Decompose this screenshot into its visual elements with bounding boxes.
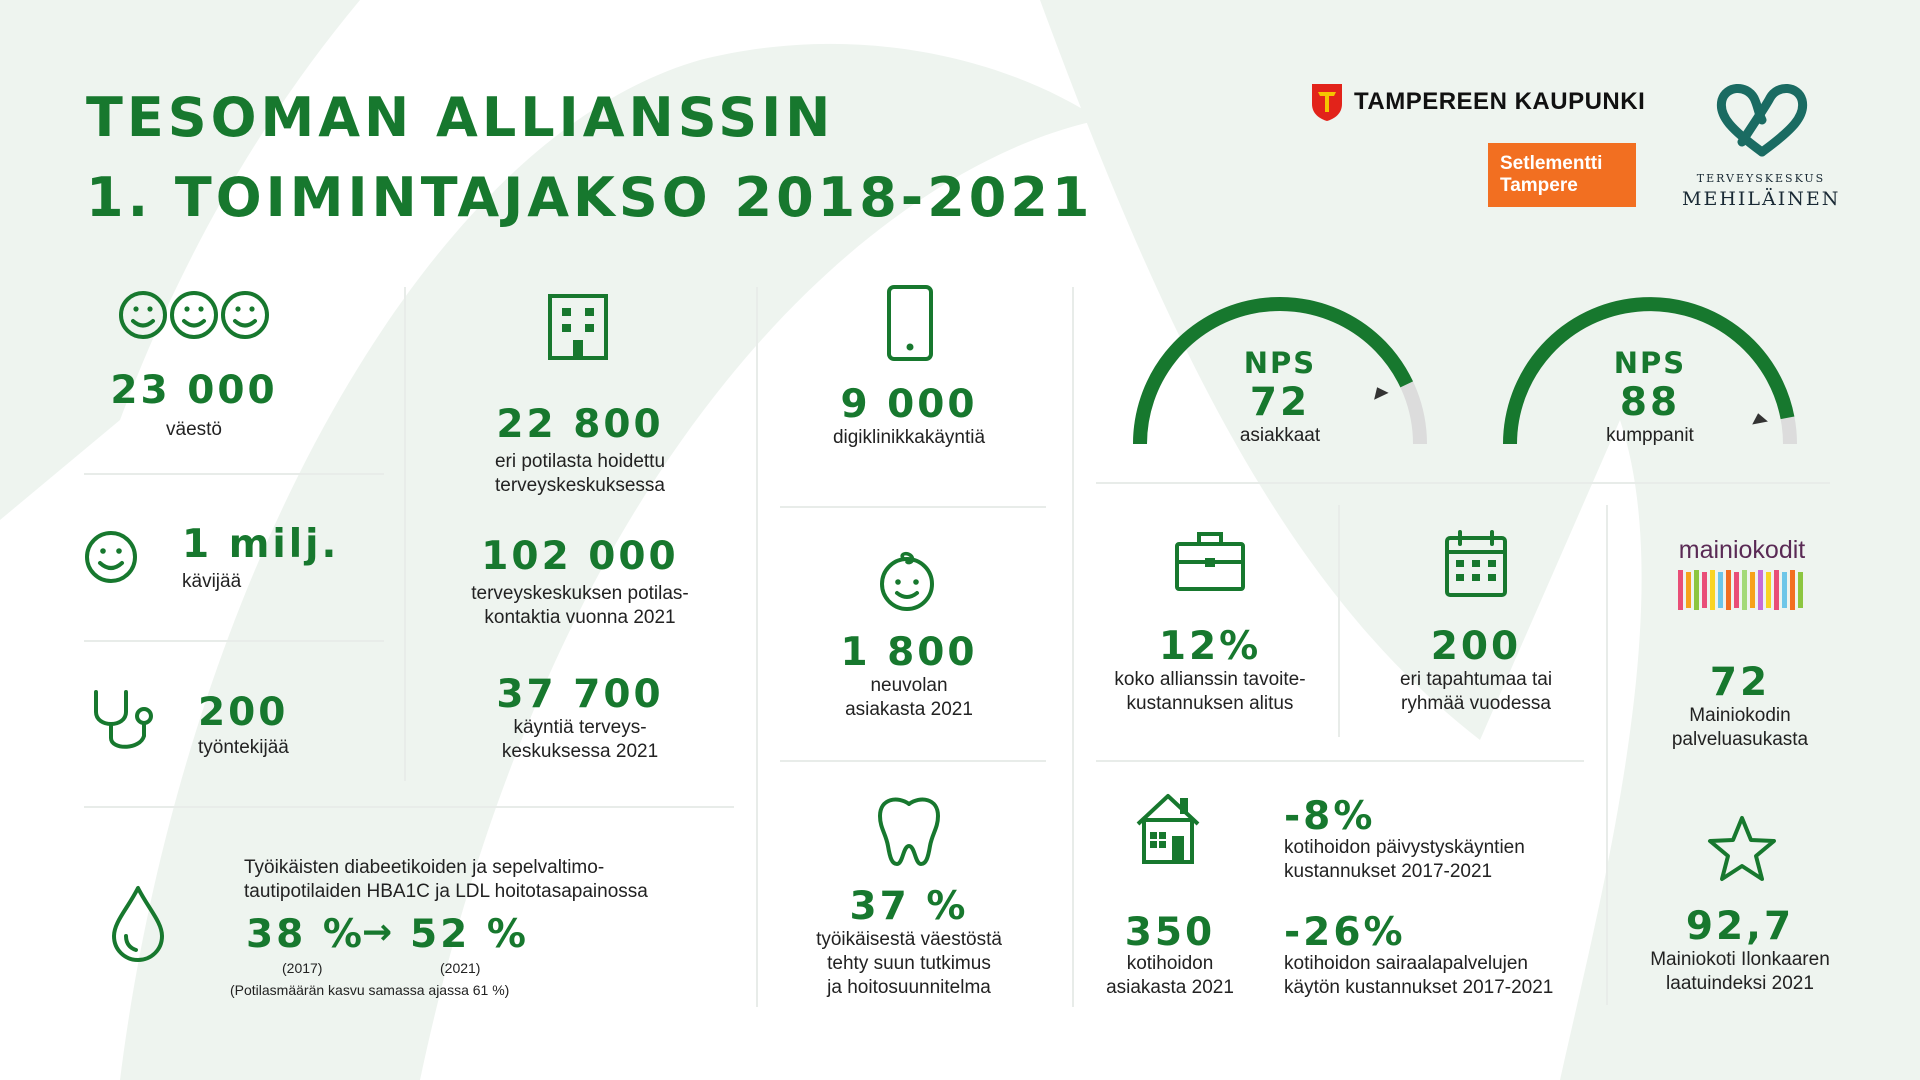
house-icon [1134, 792, 1202, 866]
digiclinic-label: digiklinikkakäyntiä [832, 427, 986, 448]
cost-value: 12% [1158, 624, 1262, 669]
homecare-hospital-label-1: kotihoidon sairaalapalvelujen [1284, 953, 1529, 974]
patients-label-1: eri potilasta hoidettu [494, 451, 666, 472]
maternity-label-2: asiakasta 2021 [845, 699, 973, 720]
population-value: 23 000 [110, 368, 278, 413]
events-value: 200 [1430, 624, 1522, 669]
patients-label [420, 450, 740, 498]
water-drop-icon [110, 884, 166, 964]
homecare-clients-value: 350 [1124, 910, 1216, 955]
homecare-emergency-value: -8% [1284, 794, 1376, 839]
quality-label-2: laatuindeksi 2021 [1666, 973, 1814, 994]
smiley-icon [84, 530, 138, 584]
briefcase-icon [1174, 530, 1246, 592]
baby-face-icon [878, 552, 936, 612]
nps-partners-value: 88 [1619, 380, 1681, 425]
tampere-crest-icon [1310, 82, 1344, 122]
quality-label [1620, 948, 1860, 996]
patients-value: 22 800 [496, 402, 664, 447]
stethoscope-icon [90, 688, 162, 756]
quality-value: 92,7 [1685, 904, 1795, 949]
divider [84, 473, 384, 475]
homecare-hospital-label [1284, 952, 1553, 1000]
building-icon [546, 294, 610, 360]
nps-customers-label: asiakkaat [1239, 425, 1321, 446]
cost-label-2: kustannuksen alitus [1126, 693, 1294, 714]
title-line-2: 1. TOIMINTAJAKSO 2018-2021 [86, 166, 1094, 229]
dental-label-3: ja hoitosuunnitelma [827, 977, 991, 998]
title-line-1: TESOMAN ALLIANSSIN [86, 86, 835, 149]
maternity-value: 1 800 [840, 630, 978, 675]
divider [780, 506, 1046, 508]
divider [404, 287, 406, 781]
setlementti-line-2: Tampere [1500, 175, 1578, 196]
diabetes-text-1: Työikäisten diabeetikoiden ja sepelvaltimo- [244, 857, 605, 878]
diabetes-to-value: 52 % [410, 912, 529, 957]
visits-label [420, 716, 740, 764]
tooth-icon [876, 794, 942, 866]
cost-label [1090, 668, 1330, 716]
tampere-logo-text: TAMPEREEN KAUPUNKI [1354, 88, 1646, 115]
diabetes-from-value: 38 % [246, 912, 365, 957]
mehilainen-name: MEHILÄINEN [1682, 188, 1841, 210]
contacts-value: 102 000 [481, 534, 679, 579]
divider [1338, 505, 1340, 737]
residents-label-1: Mainiokodin [1689, 705, 1791, 726]
divider [1606, 505, 1608, 1005]
contacts-label [420, 582, 740, 630]
diabetes-text-2: tautipotilaiden HBA1C ja LDL hoitotasapainossa [244, 881, 648, 902]
events-label-2: ryhmää vuodessa [1401, 693, 1551, 714]
digiclinic-value: 9 000 [840, 382, 978, 427]
homecare-clients-label-2: asiakasta 2021 [1106, 977, 1234, 998]
employees-value: 200 [198, 690, 289, 735]
dental-label-2: tehty suun tutkimus [827, 953, 991, 974]
homecare-emergency-label [1284, 836, 1525, 884]
nps-partners-title: NPS [1613, 346, 1687, 380]
visits-value: 37 700 [496, 672, 664, 717]
quality-label-1: Mainiokoti Ilonkaaren [1650, 949, 1830, 970]
divider [756, 287, 758, 1007]
nps-customers-title: NPS [1243, 346, 1317, 380]
homecare-clients-label-1: kotihoidon [1126, 953, 1214, 974]
nps-customers-value: 72 [1249, 380, 1311, 425]
divider [780, 760, 1046, 762]
cost-label-1: koko allianssin tavoite- [1114, 669, 1306, 690]
diabetes-from-year: (2017) [282, 960, 323, 976]
visits-label-1: käyntiä terveys- [513, 717, 647, 738]
mobile-phone-icon [886, 284, 934, 362]
diabetes-text [244, 856, 648, 904]
visitors-value: 1 milj. [182, 522, 340, 567]
contacts-label-1: terveyskeskuksen potilas- [471, 583, 689, 604]
divider [1096, 482, 1830, 484]
three-smileys-icon [118, 288, 270, 342]
dental-label [764, 928, 1054, 1000]
divider [84, 640, 384, 642]
star-icon [1706, 814, 1778, 884]
employees-label: työntekijää [198, 737, 289, 758]
calendar-icon [1444, 530, 1508, 598]
events-label [1356, 668, 1596, 716]
dental-value: 37 % [849, 884, 969, 929]
residents-label [1620, 704, 1860, 752]
population-label: väestö [166, 419, 222, 440]
nps-partners-label: kumppanit [1606, 425, 1694, 446]
homecare-hospital-value: -26% [1284, 910, 1406, 955]
divider [84, 806, 734, 808]
dental-label-1: työikäisestä väestöstä [816, 929, 1002, 950]
mainiokodit-stripes-logo [1676, 568, 1806, 614]
events-label-1: eri tapahtumaa tai [1399, 669, 1553, 690]
divider [1072, 287, 1074, 1007]
homecare-emergency-label-1: kotihoidon päivystyskäyntien [1284, 837, 1525, 858]
diabetes-arrow-icon: → [362, 912, 393, 953]
setlementti-logo [1488, 143, 1636, 207]
tampere-logo [1310, 82, 1645, 122]
visitors-label: kävijää [182, 571, 242, 592]
homecare-clients-label [1070, 952, 1270, 1000]
visits-label-2: keskuksessa 2021 [501, 741, 659, 762]
residents-label-2: palveluasukasta [1671, 729, 1809, 750]
divider [1096, 760, 1584, 762]
mehilainen-subtitle: TERVEYSKESKUS [1696, 172, 1826, 185]
patients-label-2: terveyskeskuksessa [494, 475, 665, 496]
homecare-emergency-label-2: kustannukset 2017-2021 [1284, 861, 1493, 882]
setlementti-line-1: Setlementti [1500, 153, 1603, 174]
page-title [86, 78, 1094, 238]
mehilainen-heart-icon [1712, 80, 1812, 160]
maternity-label [774, 674, 1044, 722]
contacts-label-2: kontaktia vuonna 2021 [484, 607, 676, 628]
diabetes-note: (Potilasmäärän kasvu samassa ajassa 61 %) [230, 982, 510, 998]
diabetes-to-year: (2021) [440, 960, 481, 976]
homecare-hospital-label-2: käytön kustannukset 2017-2021 [1284, 977, 1554, 998]
residents-value: 72 [1709, 660, 1771, 705]
maternity-label-1: neuvolan [870, 675, 948, 696]
mainiokodit-logo-text: mainiokodit [1678, 536, 1806, 564]
